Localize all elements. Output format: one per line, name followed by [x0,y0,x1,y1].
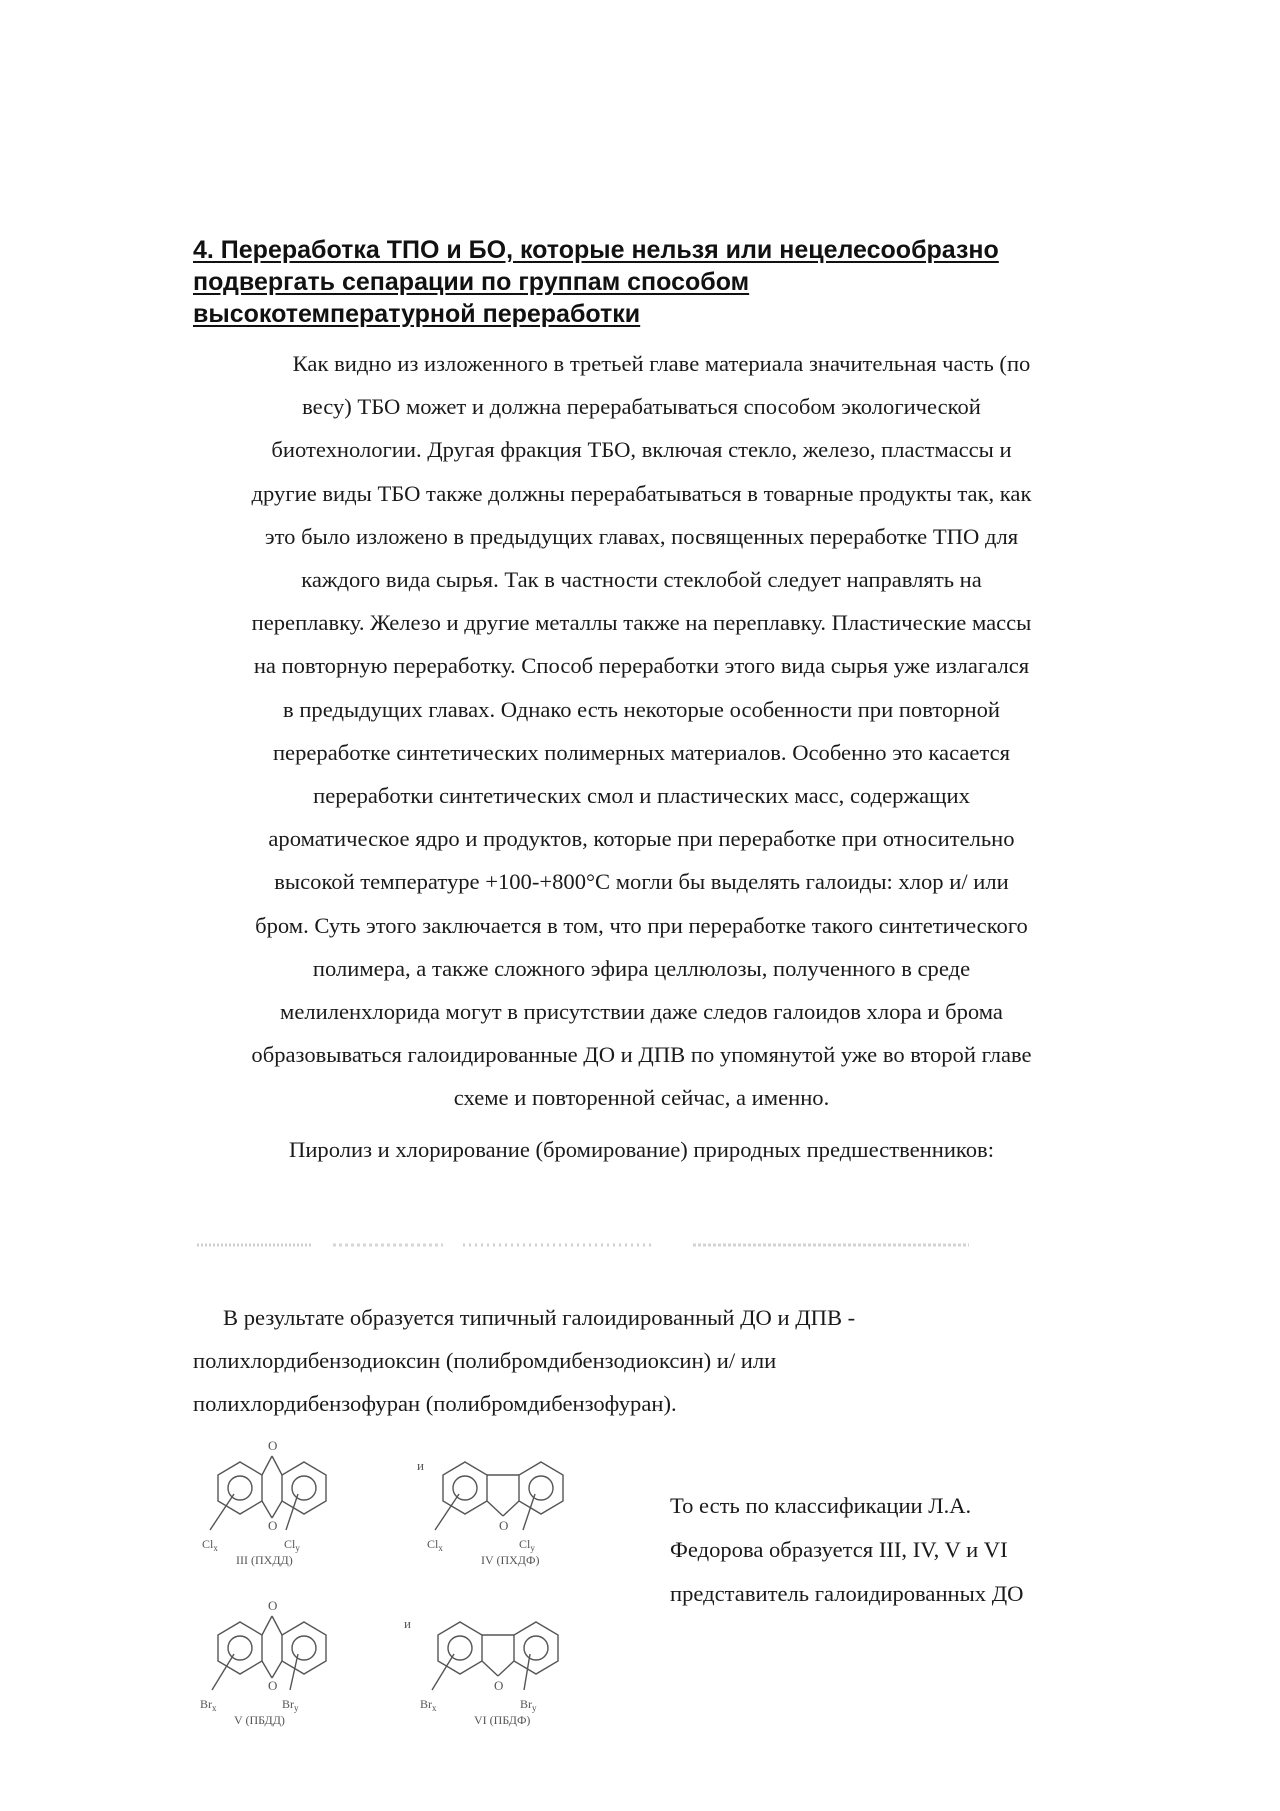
structure-caption: IV (ПХДФ) [481,1553,540,1567]
paragraph-line: мелиленхлорида могут в присутствии даже следов галоидов хлора и брома [280,999,1003,1025]
heading-line-2: подвергать сепарации по группам способом [193,268,750,296]
paragraph-line: переработки синтетических смол и пластических масс, содержащих [313,783,970,809]
substituent-label: $Br_y$ [282,1697,299,1713]
paragraph-line: это было изложено в предыдущих главах, посвященных переработке ТПО для [264,523,1019,549]
paragraph-line: полимера, а также сложного эфира целлюлозы, полученного в среде [312,955,971,981]
body-paragraph [193,342,1090,1120]
paragraph-line: в предыдущих главах. Однако есть некоторые особенности при повторной [283,696,1000,722]
oxygen-label: O [268,1678,278,1693]
substituent-label: $Cl_y$ [519,1537,535,1553]
oxygen-label: O [268,1438,278,1453]
structure-caption: V (ПБДД) [234,1713,285,1727]
paragraph-line: на повторную переработку. Способ переработки этого вида сырья уже излагался [253,653,1030,679]
heading-line-1: 4. Переработка ТПО и БО, которые нельзя или нецелесообразно [193,236,999,264]
paragraph-line: переработке синтетических полимерных материалов. Особенно это касается [272,739,1011,765]
dioxin-structures-figure [190,1430,660,1750]
substituent-label: $Cl_x$ [202,1537,218,1553]
paragraph-line: ароматическое ядро и продуктов, которые при переработке при относительно [268,826,1015,852]
faint-reaction-scheme [193,1238,973,1252]
paragraph-line: весу) ТБО может и должна перерабатываться способом экологической [302,394,981,420]
substituent-label: $Cl_x$ [427,1537,443,1553]
substituent-label: $Br_x$ [200,1697,217,1713]
oxygen-label: O [499,1518,509,1533]
paragraph-line: другие виды ТБО также должны перерабатываться в товарные продукты так, как [251,480,1032,506]
paragraph-line: биотехнологии. Другая фракция ТБО, включая стекло, железо, пластмассы и [271,437,1012,463]
structure-vi [420,1622,558,1727]
structure-v [200,1598,326,1727]
side-line: Федорова образуется III, IV, V и VI [670,1537,1008,1562]
structure-iv [427,1462,563,1567]
paragraph-line: образовываться галоидированные ДО и ДПВ по упомянутой уже во второй главе [251,1042,1032,1068]
structure-caption: III (ПХДД) [236,1553,293,1567]
oxygen-label: O [268,1518,278,1533]
oxygen-label: O [268,1598,278,1613]
side-line: То есть по классификации Л.А. [670,1493,972,1518]
section-heading [193,234,1093,330]
structure-iii [202,1438,326,1567]
result-line: В результате образуется типичный галоидированный ДО и ДПВ - [223,1305,856,1330]
substituent-label: $Cl_y$ [284,1537,300,1553]
paragraph-line: Как видно из изложенного в третьей главе материала значительная часть (по [292,351,1031,376]
conjunction-text: и [417,1458,424,1473]
pyrolysis-caption: Пиролиз и хлорирование (бромирование) природных предшественников: [289,1137,994,1162]
heading-line-3: высокотемпературной переработки [193,300,641,328]
substituent-label: $Br_x$ [420,1697,437,1713]
paragraph-line: высокой температуре +100-+800°С могли бы выделять галоиды: хлор и/ или [274,869,1009,895]
conjunction-text: и [404,1616,411,1631]
paragraph-line: схеме и повторенной сейчас, а именно. [453,1085,830,1111]
structure-caption: VI (ПБДФ) [474,1713,531,1727]
side-line: представитель галоидированных ДО [670,1581,1024,1606]
paragraph-line: бром. Суть этого заключается в том, что при переработке такого синтетического [255,912,1028,938]
result-paragraph [193,1296,1090,1426]
substituent-label: $Br_y$ [520,1697,537,1713]
classification-text [670,1484,1110,1616]
paragraph-line: переплавку. Железо и другие металлы также на переплавку. Пластические массы [251,610,1032,636]
oxygen-label: O [494,1678,504,1693]
paragraph-line: каждого вида сырья. Так в частности стеклобой следует направлять на [301,567,982,593]
result-line: полихлордибензофуран (полибромдибензофуран). [193,1391,677,1417]
result-line: полихлордибензодиоксин (полибромдибензодиоксин) и/ или [193,1348,777,1374]
